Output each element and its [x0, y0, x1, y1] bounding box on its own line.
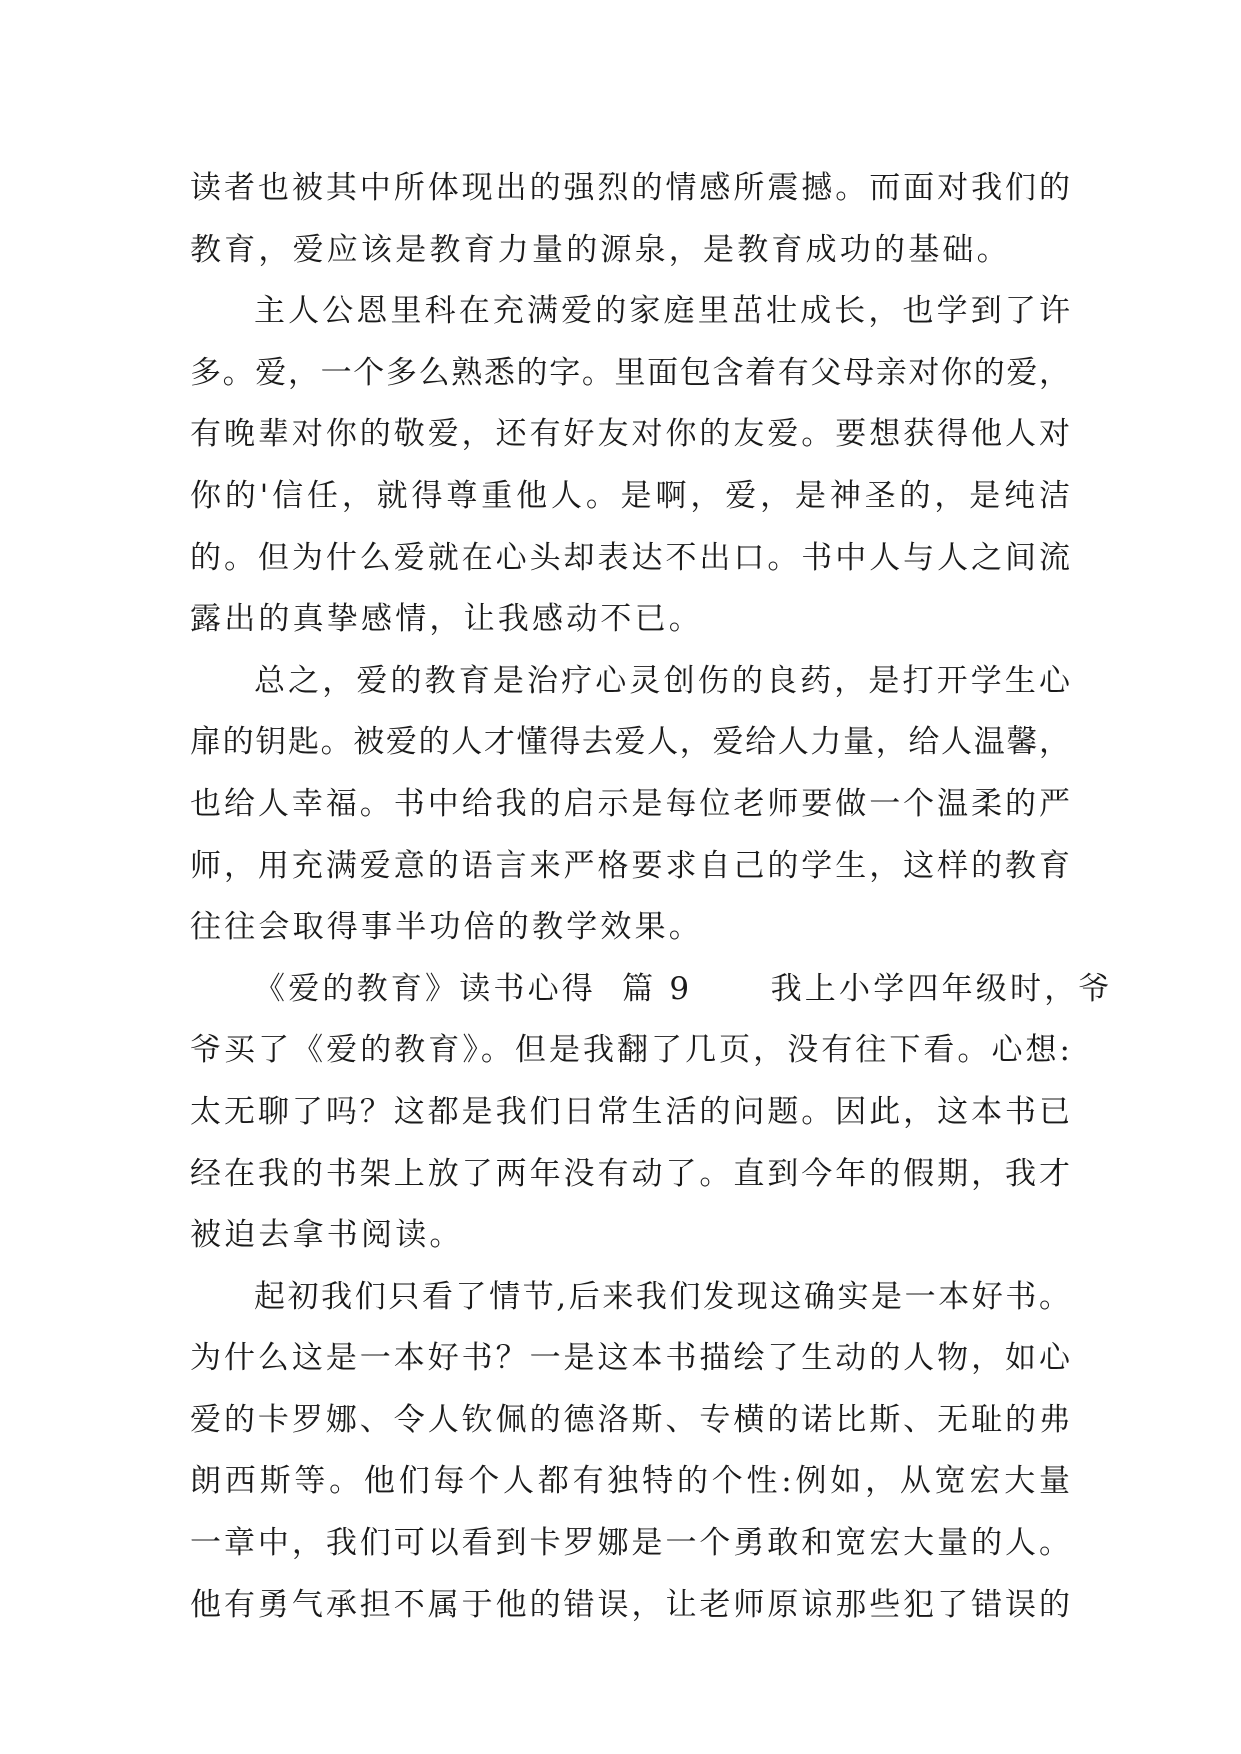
text-line: 爷买了《爱的教育》。但是我翻了几页，没有往下看。心想:	[190, 1032, 1070, 1069]
text-line: 多。爱，一个多么熟悉的字。里面包含着有父母亲对你的爱，	[190, 354, 1070, 391]
text-line: 的。但为什么爱就在心头却表达不出口。书中人与人之间流	[190, 539, 1070, 576]
paragraph-first-line: 起初我们只看了情节,后来我们发现这确实是一本好书。	[254, 1278, 1070, 1315]
text-line: 扉的钥匙。被爱的人才懂得去爱人，爱给人力量，给人温馨，	[190, 724, 1070, 761]
text-line: 读者也被其中所体现出的强烈的情感所震撼。而面对我们的	[190, 170, 1070, 206]
text-line: 一章中，我们可以看到卡罗娜是一个勇敢和宽宏大量的人。	[190, 1525, 1070, 1562]
text-line: 师，用充满爱意的语言来严格要求自己的学生，这样的教育	[190, 847, 1070, 884]
document-body	[190, 158, 1113, 1636]
text-line: 被迫去拿书阅读。	[190, 1217, 464, 1254]
text-line: 太无聊了吗？这都是我们日常生活的问题。因此，这本书已	[190, 1093, 1070, 1130]
text-line: 为什么这是一本好书？一是这本书描绘了生动的人物，如心	[190, 1340, 1070, 1377]
paragraph-first-line: 主人公恩里科在充满爱的家庭里茁壮成长，也学到了许	[254, 293, 1070, 330]
text-line: 也给人幸福。书中给我的启示是每位老师要做一个温柔的严	[190, 785, 1070, 822]
text-line: 他有勇气承担不属于他的错误，让老师原谅那些犯了错误的	[190, 1586, 1070, 1623]
text-line: 你的'信任，就得尊重他人。是啊，爱，是神圣的，是纯洁	[190, 477, 1070, 514]
text-line: 露出的真挚感情，让我感动不已。	[190, 601, 703, 638]
text-line: 朗西斯等。他们每个人都有独特的个性:例如，从宽宏大量	[190, 1463, 1070, 1500]
text-line: 教育，爱应该是教育力量的源泉，是教育成功的基础。	[190, 231, 1011, 268]
text-line: 有晚辈对你的敬爱，还有好友对你的友爱。要想获得他人对	[190, 416, 1070, 453]
text-line: 往往会取得事半功倍的教学效果。	[190, 909, 703, 946]
paragraph-first-line: 总之，爱的教育是治疗心灵创伤的良药，是打开学生心	[254, 662, 1070, 699]
section-heading-line: 《爱的教育》读书心得 篇 9 我上小学四年级时，爷	[254, 970, 1113, 1007]
text-line: 爱的卡罗娜、令人钦佩的德洛斯、专横的诺比斯、无耻的弗	[190, 1401, 1070, 1438]
text-line: 经在我的书架上放了两年没有动了。直到今年的假期，我才	[190, 1155, 1070, 1192]
